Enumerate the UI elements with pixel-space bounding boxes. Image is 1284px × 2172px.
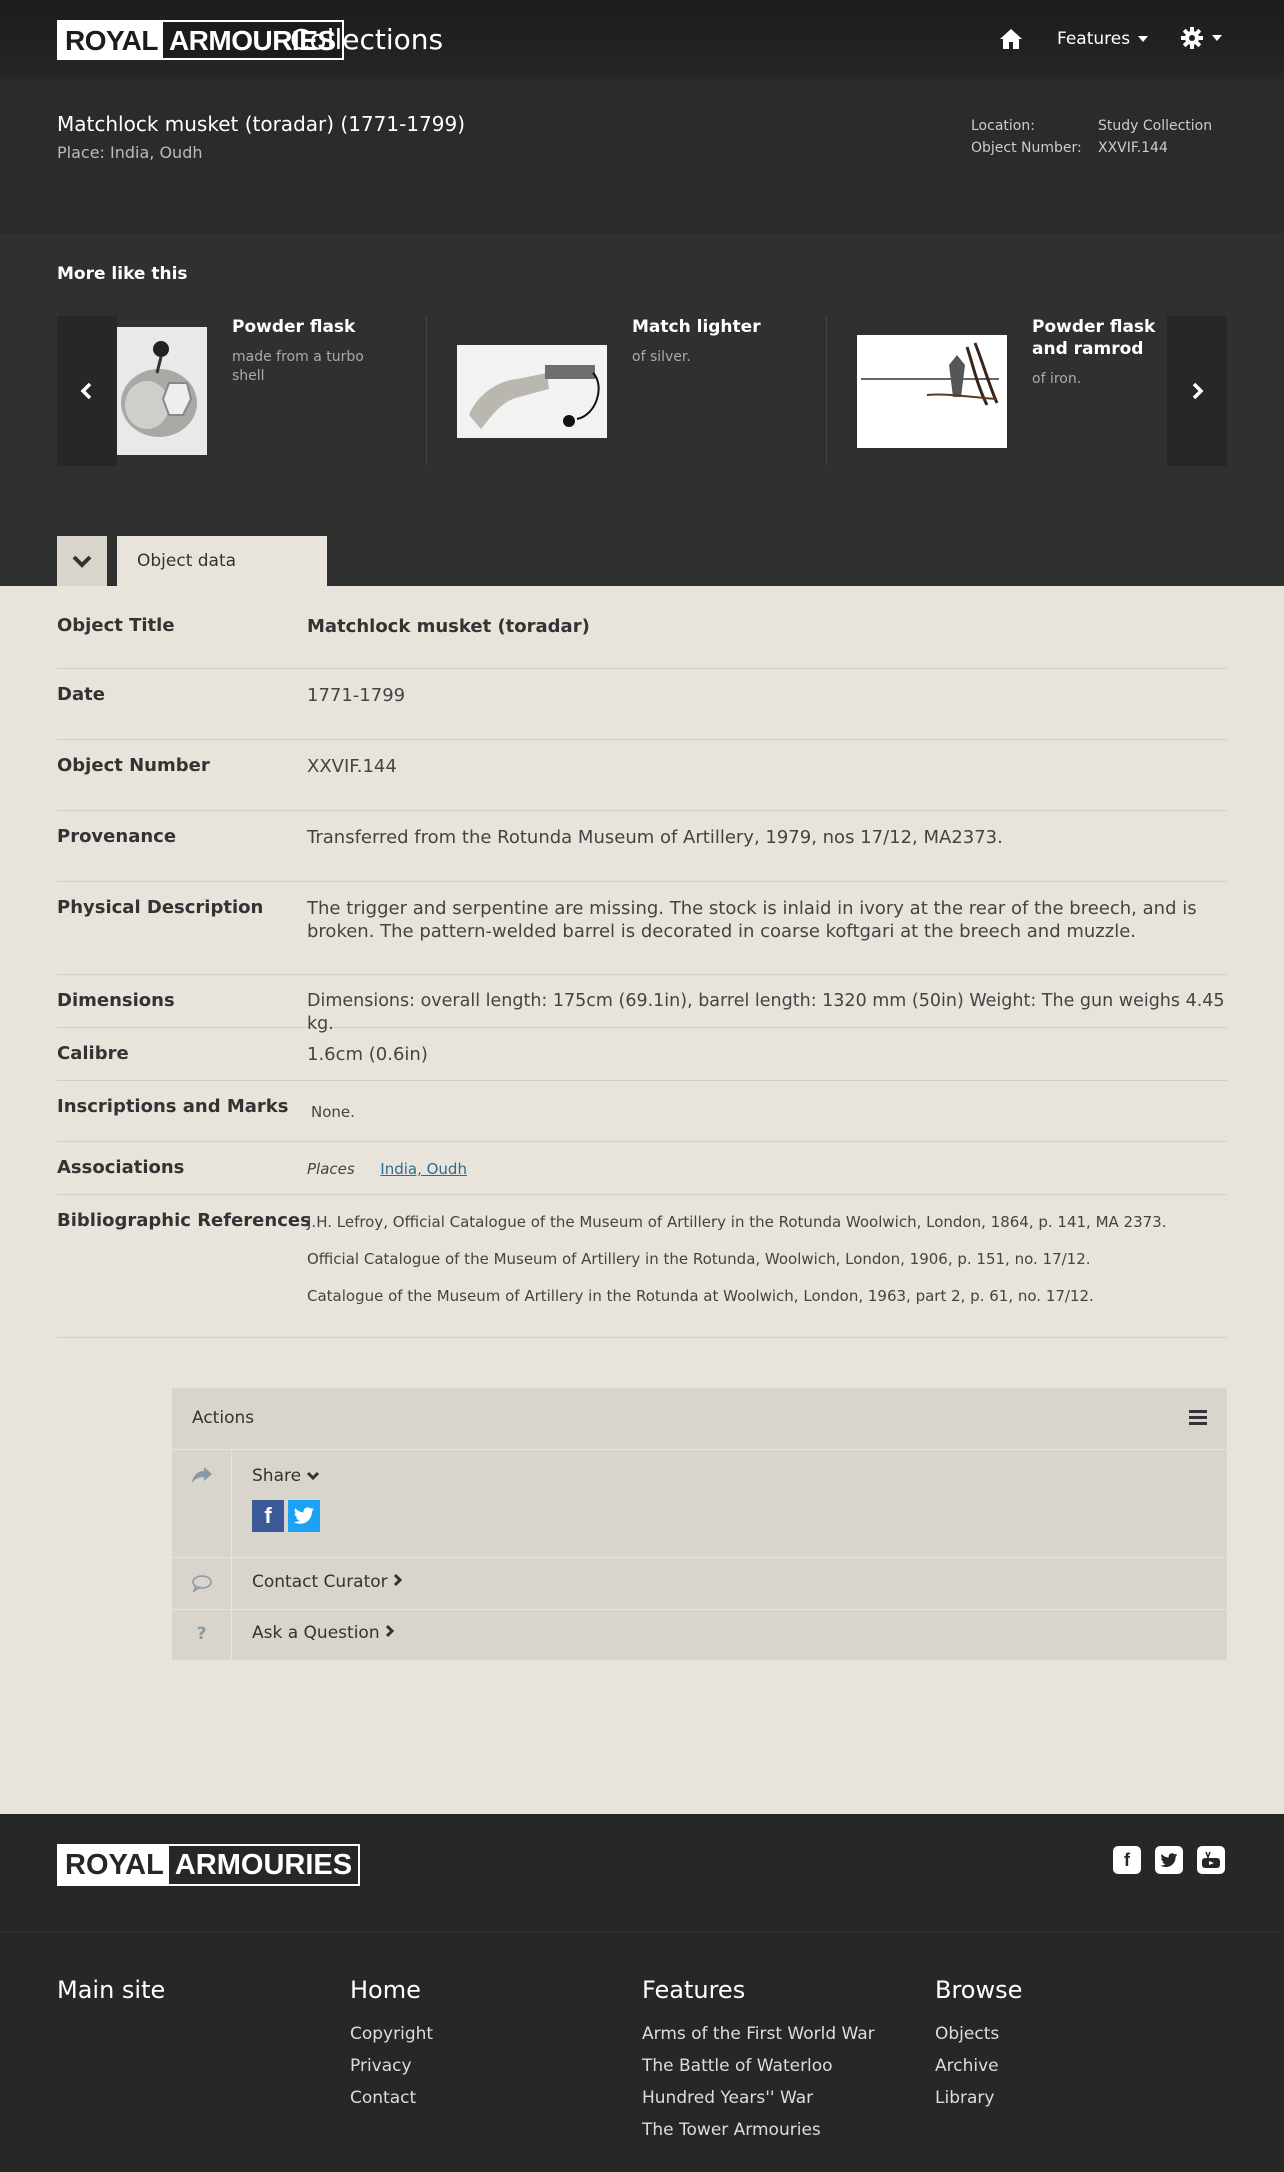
features-label: Features xyxy=(1057,29,1131,49)
related-item-desc: made from a turbo shell xyxy=(232,349,364,384)
field-object-title xyxy=(57,586,1227,669)
footer-column-title[interactable]: Home xyxy=(350,1976,421,2004)
chevron-down-icon xyxy=(71,554,93,568)
share-toggle[interactable] xyxy=(252,1466,320,1486)
field-label: Object Number xyxy=(57,755,210,776)
chevron-right-icon xyxy=(1190,382,1204,400)
field-value: Matchlock musket (toradar) xyxy=(307,616,590,637)
footer-link-privacy[interactable]: Privacy xyxy=(350,2056,412,2076)
field-label: Physical Description xyxy=(57,897,264,918)
field-provenance xyxy=(57,811,1227,882)
footer-column-home xyxy=(350,1976,433,2114)
related-item-desc: of iron. xyxy=(1032,371,1082,387)
bibliographic-reference: J.H. Lefroy, Official Catalogue of the Museum of Artillery in the Rotunda Woolwich, London, 1864, p. 141, MA 2373. xyxy=(307,1213,1167,1231)
related-carousel xyxy=(57,316,1227,466)
youtube-icon[interactable] xyxy=(1197,1846,1225,1874)
object-header xyxy=(0,79,1284,234)
field-value: The trigger and serpentine are missing. The stock is inlaid in ivory at the rear of the breech, and is broken. The pattern-welded barrel is decorated in coarse koftgari at the breech and muzzle. xyxy=(307,898,1197,942)
field-value: None. xyxy=(311,1103,355,1121)
speech-bubble-icon xyxy=(172,1558,232,1609)
footer-link-library[interactable]: Library xyxy=(935,2088,995,2108)
question-icon: ? xyxy=(172,1610,232,1660)
related-item[interactable] xyxy=(457,316,817,466)
logo-text-right: ARMOURIES xyxy=(163,22,342,58)
footer-link-hundred-years-war[interactable]: Hundred Years'' War xyxy=(642,2088,814,2108)
field-label: Provenance xyxy=(57,826,177,847)
chevron-down-icon xyxy=(306,1471,320,1481)
object-data-table xyxy=(57,586,1227,1338)
ask-question-link[interactable] xyxy=(252,1623,395,1643)
related-item-name: Powder flask and ramrod xyxy=(1032,317,1156,359)
carousel-prev-button[interactable] xyxy=(57,316,117,466)
facebook-icon[interactable]: f xyxy=(252,1500,284,1532)
footer-column-title[interactable]: Browse xyxy=(935,1976,1023,2004)
collections-title[interactable]: Collections xyxy=(290,23,444,56)
contact-curator-label: Contact Curator xyxy=(252,1572,388,1592)
features-menu[interactable] xyxy=(1057,26,1148,52)
field-calibre xyxy=(57,1028,1227,1081)
object-meta xyxy=(971,115,1212,159)
footer-link-contact[interactable]: Contact xyxy=(350,2088,417,2108)
field-label: Object Title xyxy=(57,615,175,636)
site-header xyxy=(0,0,1284,79)
menu-icon[interactable] xyxy=(1189,1410,1207,1428)
field-label: Associations xyxy=(57,1157,185,1178)
ask-question-row[interactable] xyxy=(172,1610,1227,1660)
caret-down-icon xyxy=(1138,36,1148,42)
field-bibliographic-references xyxy=(57,1195,1227,1338)
related-item-name: Powder flask xyxy=(232,317,356,337)
footer-column-title[interactable]: Main site xyxy=(57,1976,166,2004)
carousel-divider xyxy=(426,316,427,466)
powder-flask-ramrod-thumbnail xyxy=(857,335,1007,448)
more-like-this xyxy=(0,234,1284,536)
footer-link-objects[interactable]: Objects xyxy=(935,2024,1000,2044)
collapse-toggle[interactable] xyxy=(57,536,107,586)
footer-column-browse xyxy=(935,1976,1022,2114)
field-value: Transferred from the Rotunda Museum of Artillery, 1979, nos 17/12, MA2373. xyxy=(307,827,1003,848)
footer-link-battle-of-waterloo[interactable]: The Battle of Waterloo xyxy=(642,2056,833,2076)
caret-down-icon xyxy=(1212,35,1222,41)
logo-text-left: ROYAL xyxy=(59,1846,169,1884)
field-label: Calibre xyxy=(57,1043,129,1064)
logo-text-left: ROYAL xyxy=(59,22,163,58)
carousel-next-button[interactable] xyxy=(1167,316,1227,466)
related-item-desc: of silver. xyxy=(632,349,691,365)
footer-column-main-site xyxy=(57,1976,165,2018)
tab-strip xyxy=(0,536,1284,586)
logo-text-right: ARMOURIES xyxy=(169,1846,358,1884)
chevron-right-icon xyxy=(385,1624,395,1638)
footer-logo[interactable] xyxy=(57,1844,360,1886)
footer-link-tower-armouries[interactable]: The Tower Armouries xyxy=(642,2120,821,2140)
carousel-divider xyxy=(826,316,827,466)
field-associations xyxy=(57,1142,1227,1195)
field-value: Dimensions: overall length: 175cm (69.1in), barrel length: 1320 mm (50in) Weight: The gun weighs 4.45 kg. xyxy=(307,991,1225,1034)
field-value xyxy=(307,1212,1227,1323)
field-value: XXVIF.144 xyxy=(307,756,397,777)
chevron-right-icon xyxy=(393,1573,403,1587)
footer-divider xyxy=(0,1931,1284,1932)
related-item[interactable] xyxy=(117,316,437,466)
twitter-icon[interactable] xyxy=(1155,1846,1183,1874)
field-value xyxy=(307,1158,1227,1181)
more-like-this-title: More like this xyxy=(57,264,188,284)
footer-link-arms-first-world-war[interactable]: Arms of the First World War xyxy=(642,2024,875,2044)
field-value: 1771-1799 xyxy=(307,685,406,706)
chevron-left-icon xyxy=(80,382,94,400)
share-icon xyxy=(172,1450,232,1557)
footer-link-archive[interactable]: Archive xyxy=(935,2056,999,2076)
match-lighter-thumbnail xyxy=(457,345,607,438)
contact-curator-link[interactable] xyxy=(252,1572,403,1592)
actions-panel xyxy=(172,1388,1227,1660)
association-type: Places xyxy=(307,1160,355,1178)
actions-header xyxy=(172,1388,1227,1450)
actions-title: Actions xyxy=(192,1408,255,1428)
twitter-icon[interactable] xyxy=(288,1500,320,1532)
bibliographic-reference: Catalogue of the Museum of Artillery in the Rotunda at Woolwich, London, 1963, part 2, p. 61, no. 17/12. xyxy=(307,1287,1094,1305)
related-item[interactable] xyxy=(857,316,1177,466)
home-icon[interactable] xyxy=(998,26,1024,52)
tab-object-data[interactable]: Object data xyxy=(117,536,327,586)
settings-menu[interactable] xyxy=(1180,26,1226,52)
field-label: Bibliographic References xyxy=(57,1210,311,1231)
field-date xyxy=(57,669,1227,740)
object-number-value: XXVIF.144 xyxy=(1098,140,1168,156)
ask-question-label: Ask a Question xyxy=(252,1623,380,1643)
object-place: Place: India, Oudh xyxy=(57,143,203,162)
facebook-icon[interactable]: f xyxy=(1113,1846,1141,1874)
field-physical-description xyxy=(57,882,1227,975)
gear-icon xyxy=(1180,26,1204,50)
site-footer xyxy=(0,1814,1284,2172)
bibliographic-reference: Official Catalogue of the Museum of Artillery in the Rotunda, Woolwich, London, 1906, p. 151, no. 17/12. xyxy=(307,1250,1091,1268)
field-value: 1.6cm (0.6in) xyxy=(307,1044,428,1065)
share-row xyxy=(172,1450,1227,1558)
field-object-number xyxy=(57,740,1227,811)
association-link-india-oudh[interactable]: India, Oudh xyxy=(380,1160,467,1178)
object-number-label: Object Number: xyxy=(971,140,1082,156)
contact-curator-row[interactable] xyxy=(172,1558,1227,1610)
object-heading: Matchlock musket (toradar) (1771-1799) xyxy=(57,112,466,136)
field-label: Dimensions xyxy=(57,990,175,1011)
share-label: Share xyxy=(252,1466,302,1486)
footer-column-features xyxy=(642,1976,875,2146)
share-buttons xyxy=(252,1500,320,1532)
related-item-name: Match lighter xyxy=(632,317,761,337)
field-label: Inscriptions and Marks xyxy=(57,1096,289,1117)
location-value: Study Collection xyxy=(1098,118,1213,134)
field-label: Date xyxy=(57,684,105,705)
field-inscriptions xyxy=(57,1081,1227,1142)
location-label: Location: xyxy=(971,118,1035,134)
powder-flask-thumbnail xyxy=(117,327,207,455)
field-dimensions xyxy=(57,975,1227,1034)
footer-link-copyright[interactable]: Copyright xyxy=(350,2024,434,2044)
footer-column-title[interactable]: Features xyxy=(642,1976,746,2004)
